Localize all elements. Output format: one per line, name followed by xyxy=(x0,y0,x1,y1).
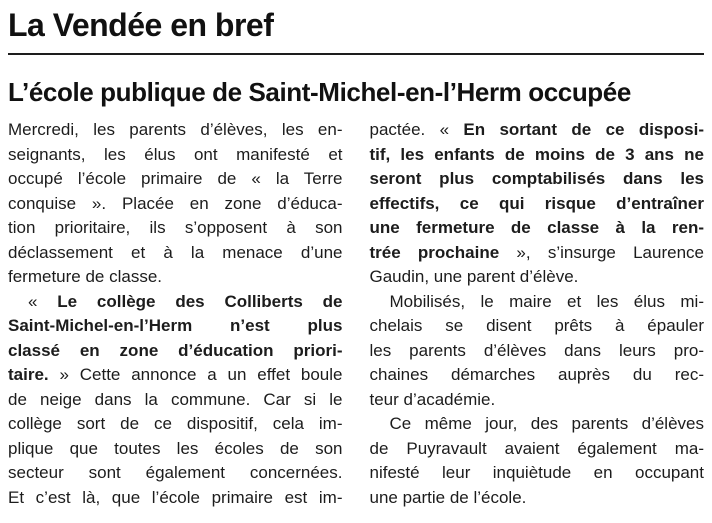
text-line xyxy=(8,412,343,437)
quote-bold-text: En sortant de ce disposi- xyxy=(463,120,704,139)
text-line xyxy=(8,314,343,339)
text-line xyxy=(370,461,705,486)
body-text: conquise ». Placée en zone d’éduca- xyxy=(8,193,343,213)
text-line xyxy=(370,265,705,290)
text-line xyxy=(8,241,343,266)
text-line xyxy=(370,143,705,168)
quote-bold-text: classé en zone d’éducation priori- xyxy=(8,340,343,360)
body-text: fermeture de classe. xyxy=(8,267,163,286)
body-text: » Cette annonce a un effet boule xyxy=(48,365,343,384)
article-headline: L’école publique de Saint-Michel-en-l’Herm occupée xyxy=(8,77,631,107)
body-text: déclassement et à la menace d’une xyxy=(8,242,343,262)
quote-bold-text: une fermeture de classe à la ren- xyxy=(369,218,704,237)
text-line xyxy=(370,339,705,364)
text-line xyxy=(8,290,343,315)
body-text: Mobilisés, le maire et les élus mi- xyxy=(389,291,704,311)
text-line xyxy=(8,486,343,511)
body-text: « xyxy=(28,291,58,311)
text-line xyxy=(370,241,705,266)
article-body xyxy=(8,118,704,510)
body-text: chaines démarches auprès du rec- xyxy=(369,365,704,384)
body-text: tion prioritaire, ils s’opposent à son xyxy=(8,218,343,237)
body-text: les parents d’élèves dans leurs pro- xyxy=(369,340,704,360)
text-line xyxy=(8,192,343,217)
quote-bold-text: Saint-Michel-en-l’Herm n’est plus xyxy=(8,316,343,335)
body-text: une partie de l’école. xyxy=(369,487,527,507)
text-line xyxy=(8,363,343,388)
text-line xyxy=(8,167,343,192)
text-line xyxy=(8,265,343,290)
quote-bold-text: Le collège des Colliberts de xyxy=(57,291,343,311)
text-line xyxy=(8,216,343,241)
body-text: collège sort de ce dispositif, cela im- xyxy=(8,414,343,433)
text-line xyxy=(370,290,705,315)
body-text: occupé l’école primaire de « la Terre xyxy=(8,169,343,188)
article-column-right xyxy=(370,118,705,510)
text-line xyxy=(8,388,343,413)
body-text: Gaudin, une parent d’élève. xyxy=(369,267,579,286)
text-line xyxy=(370,388,705,413)
text-line xyxy=(370,192,705,217)
section-title: La Vendée en bref xyxy=(8,7,274,43)
text-line xyxy=(370,118,705,143)
body-text: nifesté leur inquiètude en occupant xyxy=(369,463,704,482)
quote-bold-text: seront plus comptabilisés dans les xyxy=(369,169,704,188)
body-text: Mercredi, les parents d’élèves, les en- xyxy=(8,120,343,139)
body-text: Ce même jour, des parents d’élèves xyxy=(389,414,704,433)
body-text: chelais se disent prêts à épauler xyxy=(369,316,704,335)
text-line xyxy=(8,461,343,486)
text-line xyxy=(8,143,343,168)
text-line xyxy=(370,216,705,241)
body-text: seignants, les élus ont manifesté et xyxy=(8,144,343,164)
body-text: de Puyravault avaient également ma- xyxy=(369,438,704,458)
article-column-left xyxy=(8,118,343,510)
quote-bold-text: effectifs, ce qui risque d’entraîner xyxy=(369,193,704,213)
text-line xyxy=(370,314,705,339)
quote-bold-text: tif, les enfants de moins de 3 ans ne xyxy=(369,144,704,164)
body-text: de neige dans la commune. Car si le xyxy=(8,389,343,409)
body-text: secteur sont également concernées. xyxy=(8,463,343,482)
text-line xyxy=(370,167,705,192)
text-line xyxy=(370,486,705,511)
text-line xyxy=(370,437,705,462)
text-line xyxy=(8,118,343,143)
text-line xyxy=(370,412,705,437)
text-line xyxy=(370,363,705,388)
body-text: Et c’est là, que l’école primaire est im- xyxy=(8,487,343,507)
body-text: teur d’académie. xyxy=(369,389,496,409)
body-text: plique que toutes les écoles de son xyxy=(8,438,343,458)
body-text: », s’insurge Laurence xyxy=(499,242,704,262)
quote-bold-text: trée prochaine xyxy=(369,242,500,262)
body-text: pactée. « xyxy=(369,120,464,139)
quote-bold-text: taire. xyxy=(8,365,49,384)
text-line xyxy=(8,437,343,462)
text-line xyxy=(8,339,343,364)
section-divider xyxy=(8,53,704,55)
